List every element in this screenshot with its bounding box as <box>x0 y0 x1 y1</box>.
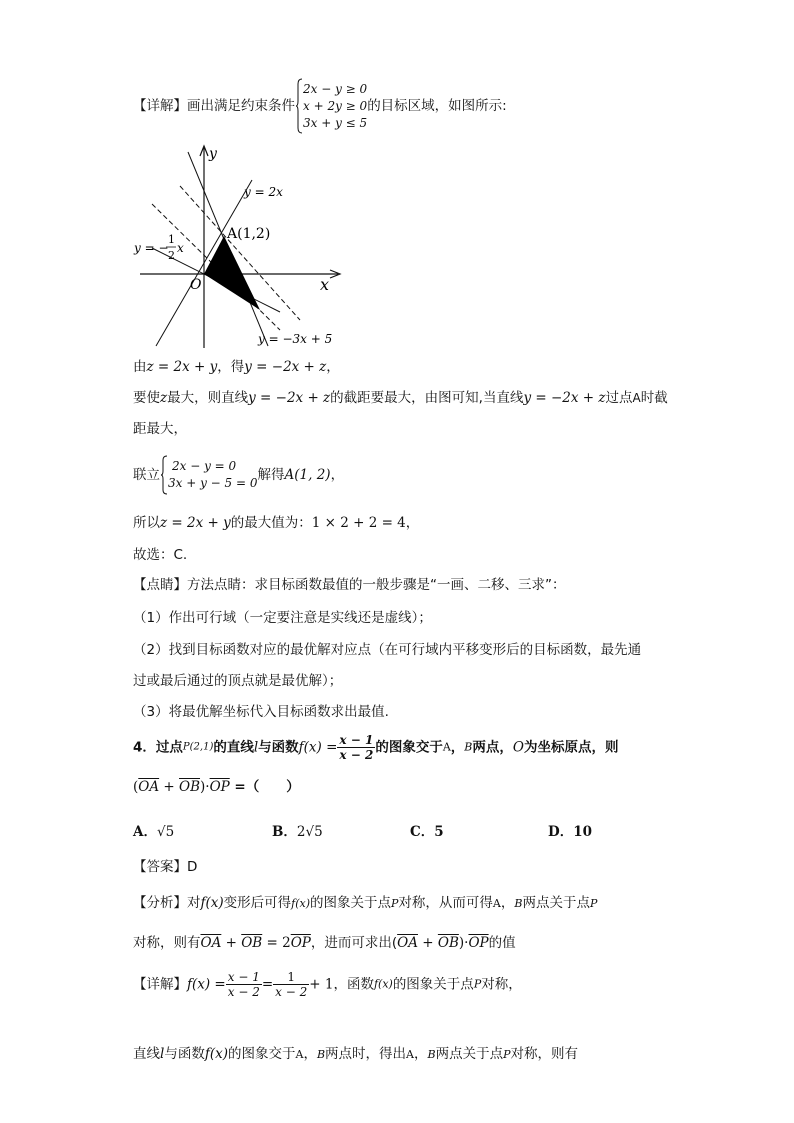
detail-paragraph-5 <box>133 513 419 533</box>
text: 过点 <box>605 390 633 406</box>
dot: )· <box>200 779 210 795</box>
left-brace-icon <box>160 455 168 495</box>
line-l: l <box>253 739 259 756</box>
plus: + <box>221 935 242 951</box>
analysis-tag: 【分析】 <box>133 895 187 911</box>
equation-y: y = −2x + z <box>244 359 327 375</box>
text: 的最大值为： <box>230 515 312 531</box>
text: 的图象交于 <box>227 1046 296 1062</box>
vector-ob: $\overline{OB}$ <box>179 779 201 795</box>
point-b: B <box>316 1048 326 1061</box>
tip-step-1: （1）作出可行域（一定要注意是实线还是虚线）； <box>133 610 432 626</box>
choice-line: 故选：C. <box>133 547 188 563</box>
detail-tag: 【详解】 <box>133 98 187 114</box>
denominator: x − 2 <box>339 748 374 762</box>
tip-tag: 【点睛】 <box>133 577 187 593</box>
text: ， <box>413 1046 428 1062</box>
denominator: x − 2 <box>275 985 308 999</box>
text: 由 <box>133 359 147 375</box>
blank: =（ ） <box>229 779 300 795</box>
denominator: x − 2 <box>227 985 260 999</box>
line-half-label-x: x <box>177 241 184 255</box>
option-value: 2√5 <box>296 824 323 840</box>
detail-tail-text: 的目标区域，如图所示: <box>367 98 507 114</box>
text: ， <box>326 359 340 375</box>
point-p: P <box>473 977 482 991</box>
text: 对称，从而可得 <box>398 895 493 911</box>
vector-oa: $\overline{OA}$ <box>138 779 160 795</box>
system-eq-2: 3x + y − 5 = 0 <box>168 476 258 490</box>
point-b: B <box>464 740 473 754</box>
point-b: B <box>514 897 523 910</box>
point-p: P <box>589 897 598 910</box>
x-axis-label: x <box>320 275 330 294</box>
option-b[interactable] <box>272 820 323 840</box>
tip-step-3: （3）将最优解坐标代入目标函数求出最值. <box>133 704 389 720</box>
function-f: f(x) = <box>298 739 338 756</box>
option-d[interactable] <box>548 820 592 840</box>
q-text: 的图象交于 <box>375 739 443 756</box>
answer-line <box>133 857 197 877</box>
option-c[interactable] <box>410 820 444 840</box>
fraction-1 <box>226 970 262 999</box>
y-axis-label: y <box>209 146 217 162</box>
numerator: x − 1 <box>227 970 260 984</box>
function-f: f(x) <box>200 895 224 911</box>
option-label: B． <box>272 824 297 840</box>
point-a: A <box>632 391 641 405</box>
q-text: 为坐标原点，则 <box>523 739 619 756</box>
option-value: 5 <box>434 824 444 840</box>
point-a: A <box>295 1048 304 1061</box>
line-half-label-num: 1 <box>168 233 175 246</box>
numerator: 1 <box>273 970 309 985</box>
equation-z: z = 2x + y <box>146 359 218 375</box>
text: 时截 <box>640 390 668 406</box>
detail-2-line <box>133 970 522 1006</box>
text: 的截距要最大，由图可知,当直线 <box>330 390 524 406</box>
text: 两点关于点 <box>435 1046 504 1062</box>
point-a: A <box>406 1048 414 1061</box>
var-z: z <box>160 390 168 406</box>
plus-one: + 1 <box>309 976 334 993</box>
origin-o: O <box>512 739 524 756</box>
line-neg-3x-label: y = −3x + 5 <box>258 332 333 346</box>
equals: = 2 <box>262 935 291 951</box>
fraction-2 <box>273 970 309 999</box>
q-text: 两点， <box>472 739 513 756</box>
line-half-label-prefix: y = − <box>134 241 169 255</box>
vector-op: $\overline{OP}$ <box>209 779 230 795</box>
text: ，得 <box>217 359 245 375</box>
vector-oa: $\overline{OA}$ <box>397 935 418 951</box>
dot: )· <box>458 935 469 951</box>
option-label: C． <box>410 824 435 840</box>
objective-function: z = 2x + y <box>160 515 231 531</box>
point-b: B <box>427 1048 436 1061</box>
vector-ob: $\overline{OB}$ <box>241 935 263 951</box>
point-a: A <box>442 740 451 754</box>
text: 要使 <box>133 390 160 406</box>
option-label: A． <box>133 824 157 840</box>
vector-oa: $\overline{OA}$ <box>200 935 222 951</box>
vector-op: $\overline{OP}$ <box>290 935 311 951</box>
text: 最大，则直线 <box>167 390 249 406</box>
paren: ( <box>133 779 139 795</box>
detail-paragraph-2 <box>133 357 340 377</box>
function-f: f(x) <box>373 977 393 991</box>
text: 解得 <box>257 467 285 483</box>
point-p: P <box>503 1048 511 1061</box>
equation-line-2: y = −2x + z <box>523 390 606 406</box>
tip-paragraph <box>133 575 566 595</box>
line-l: l <box>160 1046 165 1062</box>
q-text: 4．过点 <box>133 739 183 756</box>
last-line <box>133 1044 578 1065</box>
text: 所以 <box>133 515 160 531</box>
q-text: ， <box>450 739 465 756</box>
question-4-expression <box>133 777 300 797</box>
point-a: A <box>492 897 501 910</box>
text: 联立 <box>133 467 160 483</box>
tip-step-2: （2）找到目标函数对应的最优解对应点（在可行域内平移变形后的目标函数，最先通 <box>133 642 642 658</box>
text: ， <box>405 515 420 531</box>
numerator: x − 1 <box>339 733 374 747</box>
text: ， <box>500 895 515 911</box>
text: ， <box>330 467 345 483</box>
option-value: √5 <box>156 824 175 840</box>
option-a[interactable] <box>133 820 174 840</box>
text: ，函数 <box>333 976 374 993</box>
text: 变形后可得 <box>223 895 292 911</box>
system-eq-1: 2x − y = 0 <box>172 459 237 473</box>
detail-paragraph-1 <box>133 78 507 130</box>
analysis-line-2 <box>133 933 516 953</box>
detail-paragraph-4 <box>133 455 344 499</box>
function-f: f(x) <box>291 897 311 910</box>
q-text: 的直线 <box>213 739 254 756</box>
origin-label: O <box>190 277 202 293</box>
fraction <box>337 733 375 762</box>
text: 对称， <box>481 976 522 993</box>
equation-line: y = −2x + z <box>248 390 331 406</box>
analysis-line-1 <box>133 893 597 914</box>
text: 的图象关于点 <box>310 895 392 911</box>
answer-tag: 【答案】 <box>133 859 187 875</box>
text: 对称，则有 <box>510 1046 578 1062</box>
constraint-system <box>303 81 367 132</box>
calculation: 1 × 2 + 2 = 4 <box>311 515 406 531</box>
feasible-region <box>204 236 260 310</box>
plus: + <box>417 935 438 951</box>
answer-value: D <box>187 859 198 875</box>
q-text: 与函数 <box>258 739 299 756</box>
text: ，进而可求出( <box>310 935 398 951</box>
point-p: P <box>391 897 399 910</box>
constraint-2: x + 2y ≥ 0 <box>303 98 368 113</box>
question-4 <box>133 733 618 767</box>
text: 直线 <box>133 1046 160 1062</box>
detail-paragraph-3-cont: 距最大， <box>133 421 187 437</box>
point-a-label: A(1,2) <box>227 226 271 242</box>
function-f: f(x) = <box>187 976 226 993</box>
tip-step-2-cont: 过或最后通过的顶点就是最优解）； <box>133 673 343 689</box>
constraint-1: 2x − y ≥ 0 <box>303 81 368 96</box>
text: 两点关于点 <box>522 895 590 911</box>
text: 与函数 <box>164 1046 205 1062</box>
equation-system <box>168 458 258 492</box>
function-f: f(x) <box>204 1046 228 1062</box>
detail-lead-text: 画出满足约束条件 <box>187 98 295 114</box>
vector-ob: $\overline{OB}$ <box>437 935 459 951</box>
dashed-objective-line-2 <box>180 186 300 320</box>
feasible-region-figure <box>130 140 360 352</box>
result-point: A(1, 2) <box>284 467 331 483</box>
equals: = <box>261 976 274 993</box>
text: 的图象关于点 <box>392 976 474 993</box>
line-y-2x-label: y = 2x <box>244 185 283 199</box>
option-label: D． <box>548 824 574 840</box>
option-value: 10 <box>573 824 593 840</box>
detail-tag: 【详解】 <box>133 976 187 993</box>
detail-paragraph-3 <box>133 388 668 408</box>
text: 的值 <box>488 935 516 951</box>
vector-op: $\overline{OP}$ <box>468 935 489 951</box>
text: 两点时，得出 <box>325 1046 407 1062</box>
constraint-3: 3x + y ≤ 5 <box>303 115 368 130</box>
left-brace-icon <box>295 78 303 134</box>
text: 对称，则有 <box>133 935 201 951</box>
tip-text: 方法点睛：求目标函数最值的一般步骤是“一画、二移、三求”： <box>187 577 566 593</box>
point-p: P(2,1) <box>182 741 214 753</box>
text: ， <box>303 1046 317 1062</box>
line-half-label-den: 2 <box>168 249 175 262</box>
plus: + <box>159 779 180 795</box>
text: 对 <box>187 895 201 911</box>
